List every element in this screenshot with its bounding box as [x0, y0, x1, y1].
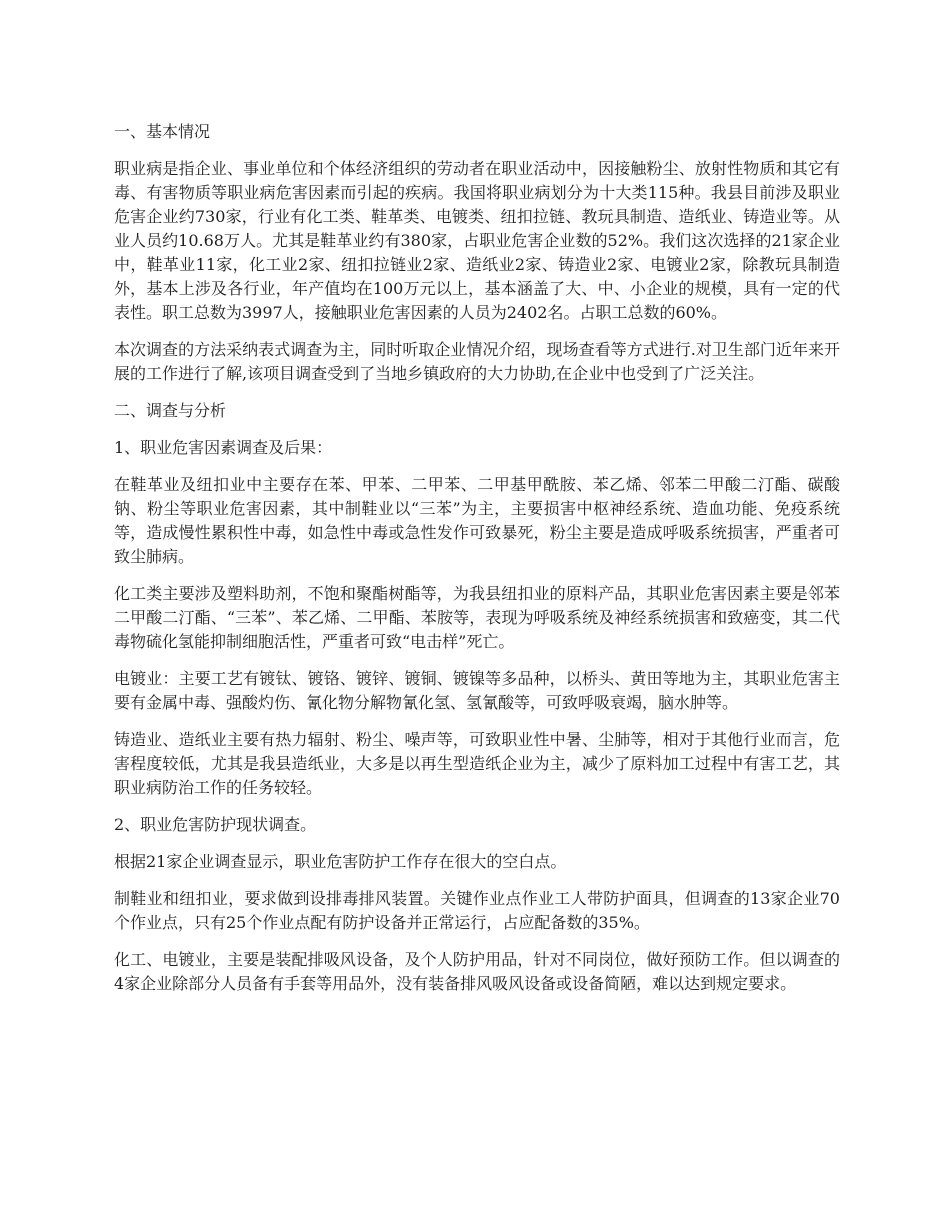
paragraph-shoe-button-industry: 在鞋革业及纽扣业中主要存在苯、甲苯、二甲苯、二甲基甲酰胺、苯乙烯、邻苯二甲酸二汀酯、碳酸钠、粉尘等职业危害因素，其中制鞋业以“三苯”为主，主要损害中枢神经系统、造血功能、免疫系统等，造成慢性累积性中毒，如急性中毒或急性发作可致暴死，粉尘主要是造成呼吸系统损害，严重者可致尘肺病。 — [114, 475, 840, 566]
paragraph-chemical-industry: 化工类主要涉及塑料助剂，不饱和聚酯树酯等，为我县纽扣业的原料产品，其职业危害因素主要是邻苯二甲酸二汀酯、“三苯”、苯乙烯、二甲酯、苯胺等，表现为呼吸系统及神经系统损害和致癌变，其二代毒物硫化氢能抑制细胞活性，严重者可致“电击样”死亡。 — [114, 584, 840, 651]
document-body — [114, 120, 840, 1009]
paragraph-survey-method: 本次调查的方法采纳表式调查为主，同时听取企业情况介绍，现场查看等方式进行.对卫生部门近年来开展的工作进行了解,该项目调查受到了当地乡镇政府的大力协助,在企业中也受到了广泛关注。 — [114, 340, 840, 383]
paragraph-foundry-paper-industry: 铸造业、造纸业主要有热力辐射、粉尘、噪声等，可致职业性中暑、尘肺等，相对于其他行业而言，危害程度较低，尤其是我县造纸业，大多是以再生型造纸企业为主，减少了原料加工过程中有害工艺，其职业病防治工作的任务较轻。 — [114, 730, 840, 797]
paragraph-occupational-disease-overview: 职业病是指企业、事业单位和个体经济组织的劳动者在职业活动中，因接触粉尘、放射性物质和其它有毒、有害物质等职业病危害因素而引起的疾病。我国将职业病划分为十大类115种。我县目前涉及职业危害企业约730家，行业有化工类、鞋革类、电镀类、纽扣拉链、教玩具制造、造纸业、铸造业等。从业人员约10.68万人。尤其是鞋革业约有380家，占职业危害企业数的52%。我们这次选择的21家企业中，鞋革业11家，化工业2家、纽扣拉链业2家、造纸业2家、铸造业2家、电镀业2家，除教玩具制造外，基本上涉及各行业，年产值均在100万元以上，基本涵盖了大、中、小企业的规模，具有一定的代表性。职工总数为3997人，接触职业危害因素的人员为2402名。占职工总数的60%。 — [114, 159, 840, 322]
subsection-heading-protection-status: 2、职业危害防护现状调查。 — [114, 815, 317, 834]
paragraph-protection-gap: 根据21家企业调查显示，职业危害防护工作存在很大的空白点。 — [114, 852, 567, 871]
paragraph-electroplating-industry: 电镀业：主要工艺有镀钛、镀铬、镀锌、镀铜、镀镍等多品种，以桥头、黄田等地为主，其职业危害主要有金属中毒、强酸灼伤、氰化物分解物氰化氢、氢氰酸等，可致呼吸衰竭，脑水肿等。 — [114, 669, 840, 712]
paragraph-chemical-electroplating-protection: 化工、电镀业，主要是装配排吸风设备，及个人防护用品，针对不同岗位，做好预防工作。但以调查的4家企业除部分人员备有手套等用品外，没有装备排风吸风设备或设备简陋，难以达到规定要求。 — [114, 950, 840, 993]
paragraph-shoe-button-protection: 制鞋业和纽扣业，要求做到设排毒排风装置。关键作业点作业工人带防护面具，但调查的13家企业70个作业点，只有25个作业点配有防护设备并正常运行，占应配备数的35%。 — [114, 889, 840, 932]
section-heading-survey-analysis: 二、调查与分析 — [114, 401, 227, 420]
section-heading-basic-situation: 一、基本情况 — [114, 122, 211, 141]
subsection-heading-hazard-factors: 1、职业危害因素调查及后果： — [114, 438, 333, 457]
